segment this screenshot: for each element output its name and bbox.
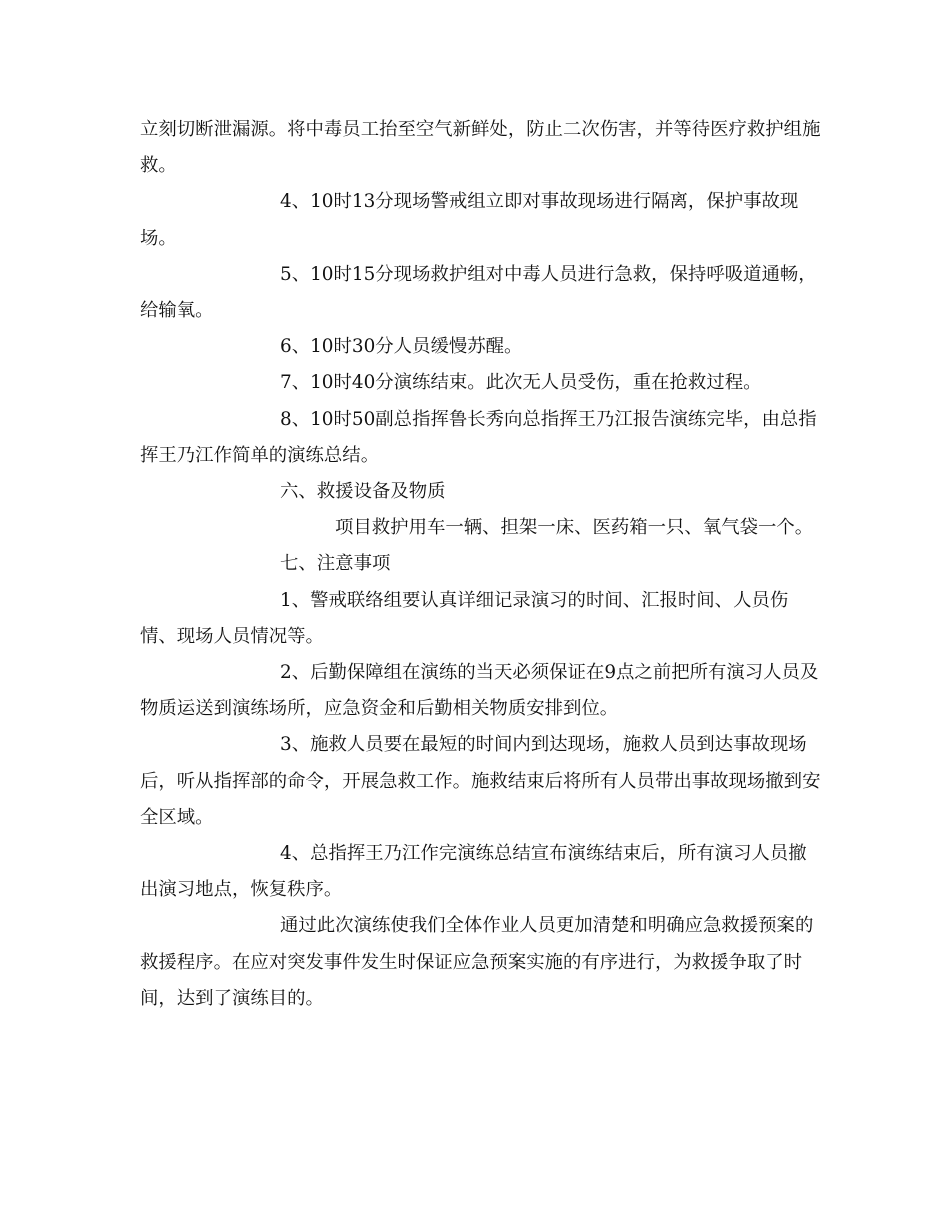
document-body xyxy=(140,112,825,1017)
step-7-paragraph: 7、10时40分演练结束。此次无人员受伤，重在抢救过程。 xyxy=(280,372,762,394)
equipment-paragraph: 项目救护用车一辆、担架一床、医药箱一只、氧气袋一个。 xyxy=(335,517,814,539)
step-8-paragraph: 8、10时50副总指挥鲁长秀向总指挥王乃江报告演练完毕，由总指挥王乃江作简单的演练总结。 xyxy=(140,408,817,466)
step-6-paragraph: 6、10时30分人员缓慢苏醒。 xyxy=(280,336,523,358)
step-5-paragraph: 5、10时15分现场救护组对中毒人员进行急救，保持呼吸道通畅，给输氧。 xyxy=(140,263,817,322)
note-3-paragraph: 3、施救人员要在最短的时间内到达现场，施救人员到达事故现场后，听从指挥部的命令，开展急救工作。施救结束后将所有人员带出事故现场撤到安全区域。 xyxy=(140,734,821,828)
summary-paragraph: 通过此次演练使我们全体作业人员更加清楚和明确应急救援预案的救援程序。在应对突发事件发生时保证应急预案实施的有序进行，为救援争取了时间，达到了演练目的。 xyxy=(140,915,814,1009)
step-4-paragraph: 4、10时13分现场警戒组立即对事故现场进行隔离，保护事故现场。 xyxy=(140,191,799,249)
section-six-heading: 六、救援设备及物质 xyxy=(280,481,446,503)
note-2-paragraph: 2、后勤保障组在演练的当天必须保证在9点之前把所有演习人员及物质运送到演练场所，应急资金和后勤相关物质安排到位。 xyxy=(140,662,819,720)
continuation-paragraph: 立刻切断泄漏源。将中毒员工抬至空气新鲜处，防止二次伤害，并等待医疗救护组施救。 xyxy=(140,119,821,177)
note-1-paragraph: 1、警戒联络组要认真详细记录演习的时间、汇报时间、人员伤情、现场人员情况等。 xyxy=(140,589,789,647)
section-seven-heading: 七、注意事项 xyxy=(280,553,391,575)
note-4-paragraph: 4、总指挥王乃江作完演练总结宣布演练结束后，所有演习人员撤出演习地点，恢复秩序。 xyxy=(140,843,807,901)
